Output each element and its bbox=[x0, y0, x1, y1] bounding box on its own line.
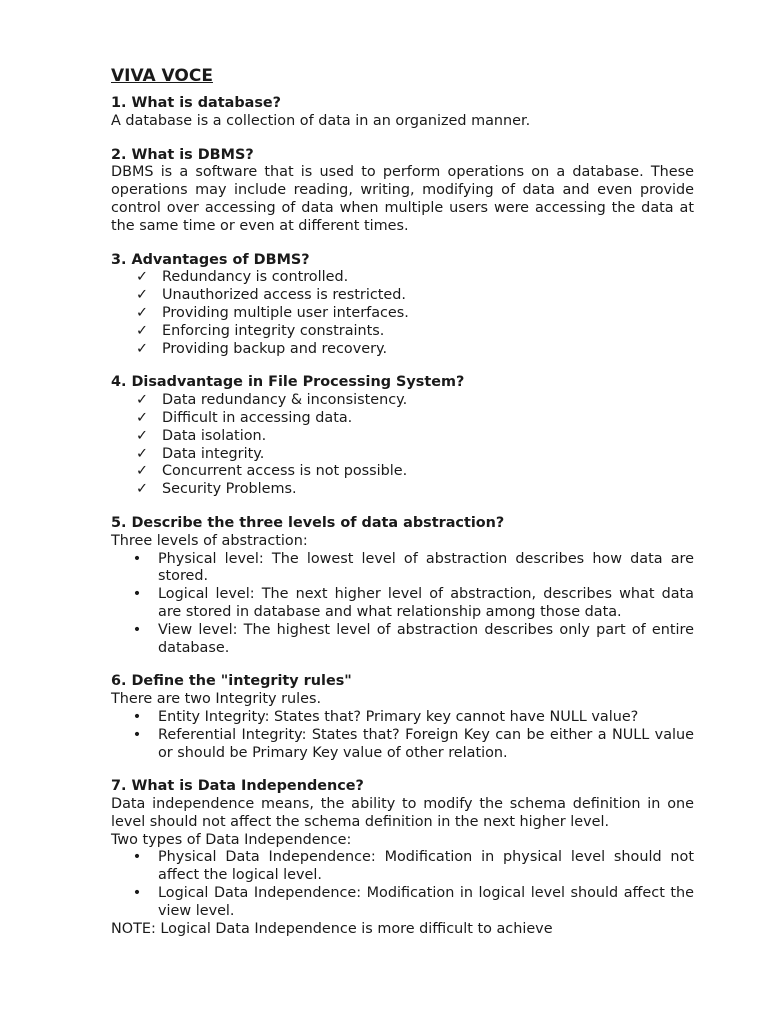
bullet-icon: • bbox=[132, 708, 142, 725]
list-item bbox=[111, 622, 694, 658]
list-item bbox=[111, 428, 694, 446]
list-item-text: Entity Integrity: States that? Primary key cannot have NULL value? bbox=[158, 708, 639, 725]
data-independence-list bbox=[111, 849, 694, 920]
section-q1 bbox=[111, 95, 694, 131]
answer-text: A database is a collection of data in an organized manner. bbox=[111, 112, 531, 129]
check-icon: ✓ bbox=[135, 322, 149, 339]
check-icon: ✓ bbox=[135, 463, 149, 480]
check-icon: ✓ bbox=[135, 445, 149, 462]
integrity-rules-list bbox=[111, 709, 694, 762]
list-item-text: Concurrent access is not possible. bbox=[162, 463, 408, 480]
list-item-text: Referential Integrity: States that? Foreign Key can be either a NULL value or should be Primary Key value of other relation. bbox=[158, 726, 694, 761]
section-q5 bbox=[111, 515, 694, 657]
check-icon: ✓ bbox=[135, 340, 149, 357]
disadvantages-list bbox=[111, 392, 694, 499]
list-item bbox=[111, 287, 694, 305]
list-item bbox=[111, 410, 694, 428]
check-icon: ✓ bbox=[135, 427, 149, 444]
check-icon: ✓ bbox=[135, 392, 149, 409]
list-item-text: Logical Data Independence: Modification in logical level should affect the view level. bbox=[158, 885, 694, 919]
bullet-icon: • bbox=[132, 550, 142, 567]
question-heading: 6. Define the "integrity rules" bbox=[111, 673, 352, 690]
section-q3 bbox=[111, 252, 694, 359]
question-heading: 5. Describe the three levels of data abstraction? bbox=[111, 514, 505, 531]
list-item-text: Unauthorized access is restricted. bbox=[162, 287, 406, 304]
list-item-text: Logical level: The next higher level of abstraction, describes what data are stored in database and what relationship among those data. bbox=[158, 586, 694, 620]
list-item bbox=[111, 446, 694, 464]
abstraction-levels-list bbox=[111, 551, 694, 658]
check-icon: ✓ bbox=[135, 304, 149, 321]
list-item bbox=[111, 727, 694, 763]
list-item bbox=[111, 341, 694, 359]
list-item-text: Data integrity. bbox=[162, 445, 265, 462]
list-item-text: Enforcing integrity constraints. bbox=[162, 322, 385, 339]
list-item bbox=[111, 305, 694, 323]
advantages-list bbox=[111, 269, 694, 358]
list-item bbox=[111, 885, 694, 921]
intro-text: Three levels of abstraction: bbox=[111, 532, 308, 549]
list-item bbox=[111, 463, 694, 481]
list-item-text: Security Problems. bbox=[162, 481, 297, 498]
bullet-icon: • bbox=[132, 885, 142, 902]
list-item bbox=[111, 323, 694, 341]
document-content bbox=[111, 65, 694, 938]
list-item-text: Providing multiple user interfaces. bbox=[162, 304, 409, 321]
question-heading: 2. What is DBMS? bbox=[111, 146, 254, 163]
document-title: VIVA VOCE bbox=[111, 66, 213, 86]
intro-text: Two types of Data Independence: bbox=[111, 831, 352, 848]
list-item-text: Providing backup and recovery. bbox=[162, 340, 388, 357]
check-icon: ✓ bbox=[135, 409, 149, 426]
section-q6 bbox=[111, 673, 694, 762]
check-icon: ✓ bbox=[135, 269, 149, 286]
list-item-text: Physical level: The lowest level of abstraction describes how data are stored. bbox=[158, 550, 694, 585]
list-item bbox=[111, 709, 694, 727]
list-item-text: View level: The highest level of abstraction describes only part of entire database. bbox=[158, 621, 694, 656]
note-text: NOTE: Logical Data Independence is more difficult to achieve bbox=[111, 920, 553, 937]
list-item bbox=[111, 586, 694, 622]
question-heading: 3. Advantages of DBMS? bbox=[111, 251, 310, 268]
question-heading: 1. What is database? bbox=[111, 95, 282, 111]
answer-text: DBMS is a software that is used to perform operations on a database. These operations may include reading, writing, modifying of data and even provide control over accessing of data when multiple users were accessing the data at the same time or even at different times. bbox=[111, 164, 694, 234]
section-q2 bbox=[111, 147, 694, 236]
bullet-icon: • bbox=[132, 726, 142, 743]
list-item-text: Physical Data Independence: Modification in physical level should not affect the logical level. bbox=[158, 849, 694, 884]
check-icon: ✓ bbox=[135, 287, 149, 304]
bullet-icon: • bbox=[132, 621, 142, 638]
list-item bbox=[111, 392, 694, 410]
check-icon: ✓ bbox=[135, 481, 149, 498]
list-item-text: Redundancy is controlled. bbox=[162, 269, 349, 286]
list-item bbox=[111, 269, 694, 287]
question-heading: 4. Disadvantage in File Processing System? bbox=[111, 374, 465, 391]
list-item-text: Difficult in accessing data. bbox=[162, 409, 353, 426]
list-item-text: Data isolation. bbox=[162, 427, 267, 444]
answer-text: Data independence means, the ability to modify the schema definition in one level should not affect the schema definition in the next higher level. bbox=[111, 796, 694, 830]
section-q4 bbox=[111, 374, 694, 499]
list-item bbox=[111, 481, 694, 499]
section-q7 bbox=[111, 778, 694, 938]
bullet-icon: • bbox=[132, 586, 142, 603]
list-item-text: Data redundancy & inconsistency. bbox=[162, 392, 408, 409]
list-item bbox=[111, 849, 694, 885]
intro-text: There are two Integrity rules. bbox=[111, 691, 322, 708]
list-item bbox=[111, 551, 694, 587]
question-heading: 7. What is Data Independence? bbox=[111, 778, 364, 795]
bullet-icon: • bbox=[132, 849, 142, 866]
